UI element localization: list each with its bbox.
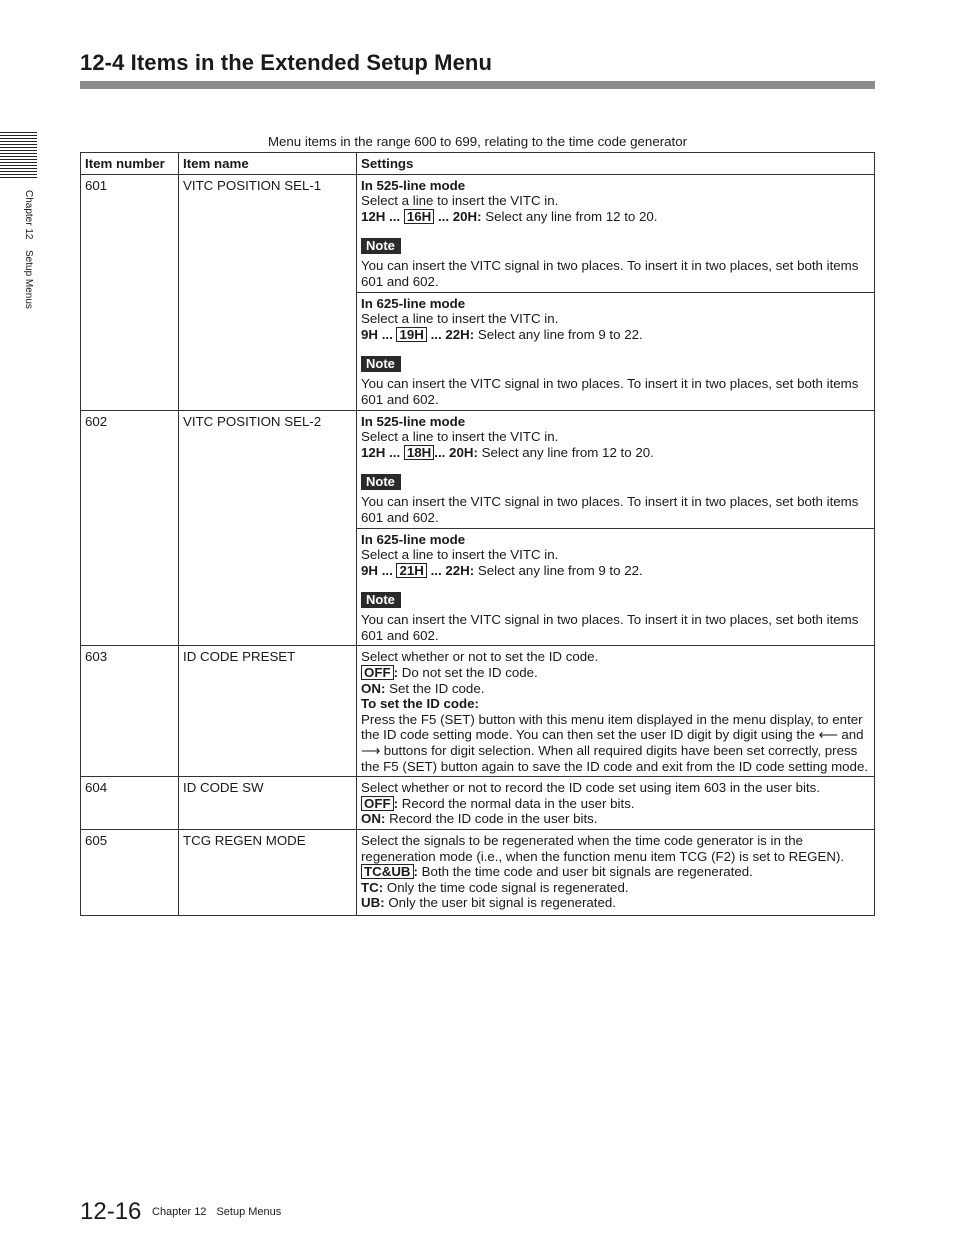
option-label: UB: (361, 895, 385, 911)
mode-heading: In 525-line mode (361, 177, 466, 193)
table-row (81, 777, 875, 830)
option-desc: Do not set the ID code. (398, 665, 538, 681)
settings-table (80, 152, 875, 916)
note-text: You can insert the VITC signal in two places. To insert it in two places, set both items 601 and 602. (361, 494, 859, 525)
table-header-row (81, 153, 875, 175)
side-chapter: Chapter 12 (23, 190, 34, 240)
setting-text: Select whether or not to record the ID code set using item 603 in the user bits. (361, 780, 820, 796)
note-text: You can insert the VITC signal in two places. To insert it in two places, set both items 601 and 602. (361, 612, 859, 643)
settings-cell (357, 528, 875, 646)
page-number: 12-16 (80, 1198, 142, 1225)
range-start: 9H ... (361, 326, 393, 342)
note-badge: Note (361, 474, 401, 490)
setting-text: Select a line to insert the VITC in. (361, 547, 559, 563)
procedure-part: buttons for digit selection. When all required digits have been set correctly, press the F5 (SET) button again to save the ID code and exit from the ID code setting mode. (361, 743, 869, 774)
procedure-heading: To set the ID code: (361, 696, 479, 712)
note-text: You can insert the VITC signal in two places. To insert it in two places, set both items 601 and 602. (361, 258, 859, 289)
mode-heading: In 625-line mode (361, 295, 466, 311)
table-row (81, 646, 875, 777)
default-value-box: 16H (404, 209, 434, 224)
header-settings: Settings (357, 153, 875, 175)
range-end: ... 22H: (426, 562, 475, 578)
option-colon: : (393, 665, 399, 681)
footer-chapter: Chapter 12 (152, 1206, 207, 1218)
setting-range (361, 327, 870, 343)
item-name: VITC POSITION SEL-2 (179, 410, 357, 646)
option-desc: Record the normal data in the user bits. (398, 795, 635, 811)
option-label: TC: (361, 879, 384, 895)
setting-text: Select a line to insert the VITC in. (361, 193, 559, 209)
item-number: 605 (81, 830, 179, 916)
setting-range (361, 209, 870, 225)
setting-text: Select a line to insert the VITC in. (361, 429, 559, 445)
option-desc: Both the time code and user bit signals are regenerated. (417, 864, 753, 880)
header-item-number: Item number (81, 153, 179, 175)
range-desc: Select any line from 12 to 20. (477, 444, 654, 460)
range-end: ... 20H: (434, 444, 478, 460)
note-badge: Note (361, 238, 401, 254)
table-row (81, 174, 875, 292)
default-value-box: TC&UB (361, 864, 414, 879)
item-number: 604 (81, 777, 179, 830)
default-value-box: 21H (396, 563, 426, 578)
default-value-box: OFF (361, 796, 394, 811)
item-name: ID CODE SW (179, 777, 357, 830)
table-row (81, 410, 875, 528)
option-desc: Record the ID code in the user bits. (385, 811, 598, 827)
item-number: 603 (81, 646, 179, 777)
procedure-part: Press the F5 (SET) button with this menu item displayed in the menu display, to enter the ID code setting mode. You can then set the user ID digit by digit using the (361, 711, 863, 743)
left-arrow-icon: ⟵ (818, 727, 838, 743)
range-end: ... 20H: (434, 208, 482, 224)
settings-cell (357, 174, 875, 292)
setting-range (361, 563, 870, 579)
range-desc: Select any line from 12 to 20. (481, 208, 658, 224)
setting-text: Select a line to insert the VITC in. (361, 311, 559, 327)
note-badge: Note (361, 356, 401, 372)
note-text: You can insert the VITC signal in two places. To insert it in two places, set both items 601 and 602. (361, 376, 859, 407)
table-row (81, 830, 875, 916)
settings-cell (357, 292, 875, 410)
default-value-box: 19H (396, 327, 426, 342)
option-desc: Only the user bit signal is regenerated. (384, 895, 616, 911)
option-tc (361, 880, 870, 896)
item-name: TCG REGEN MODE (179, 830, 357, 916)
procedure-text (361, 712, 870, 774)
item-name: VITC POSITION SEL-1 (179, 174, 357, 410)
settings-cell (357, 646, 875, 777)
range-desc: Select any line from 9 to 22. (474, 326, 643, 342)
range-start: 9H ... (361, 562, 393, 578)
page-title: 12-4 Items in the Extended Setup Menu (80, 50, 492, 75)
setting-text: Select the signals to be regenerated when the time code generator is in the regeneration mode (i.e., when the function menu item TCG (F2) is set to REGEN). (361, 833, 845, 864)
mode-heading: In 525-line mode (361, 413, 466, 429)
range-desc: Select any line from 9 to 22. (474, 562, 643, 578)
default-value-box: OFF (361, 665, 394, 680)
option-ub (361, 895, 870, 911)
default-value-box: 18H (404, 445, 434, 460)
settings-cell (357, 777, 875, 830)
range-start: 12H ... (361, 208, 401, 224)
mode-heading: In 625-line mode (361, 531, 466, 547)
option-on (361, 681, 870, 697)
range-start: 12H ... (361, 444, 401, 460)
footer-section: Setup Menus (216, 1206, 282, 1218)
option-off (361, 665, 870, 681)
procedure-part: and (837, 727, 864, 743)
option-colon: : (413, 864, 418, 880)
option-desc: Only the time code signal is regenerated. (383, 879, 629, 895)
option-on (361, 811, 870, 827)
option-desc: Set the ID code. (385, 680, 485, 696)
item-name: ID CODE PRESET (179, 646, 357, 777)
option-tcub (361, 864, 870, 880)
chapter-tab-lines (0, 132, 37, 178)
table-caption: Menu items in the range 600 to 699, relating to the time code generator (267, 134, 688, 149)
option-off (361, 796, 870, 812)
side-section: Setup Menus (23, 250, 34, 310)
footer-label (152, 1206, 281, 1218)
header-item-name: Item name (179, 153, 357, 175)
settings-cell (357, 830, 875, 916)
setting-range (361, 445, 870, 461)
option-label: ON: (361, 680, 386, 696)
option-label: ON: (361, 811, 386, 827)
option-colon: : (393, 795, 399, 811)
note-badge: Note (361, 592, 401, 608)
setting-text: Select whether or not to set the ID code. (361, 649, 599, 665)
title-rule (80, 81, 875, 89)
right-arrow-icon: ⟶ (361, 743, 381, 759)
range-end: ... 22H: (426, 326, 475, 342)
side-chapter-label (23, 190, 34, 317)
settings-cell (357, 410, 875, 528)
item-number: 601 (81, 174, 179, 410)
item-number: 602 (81, 410, 179, 646)
